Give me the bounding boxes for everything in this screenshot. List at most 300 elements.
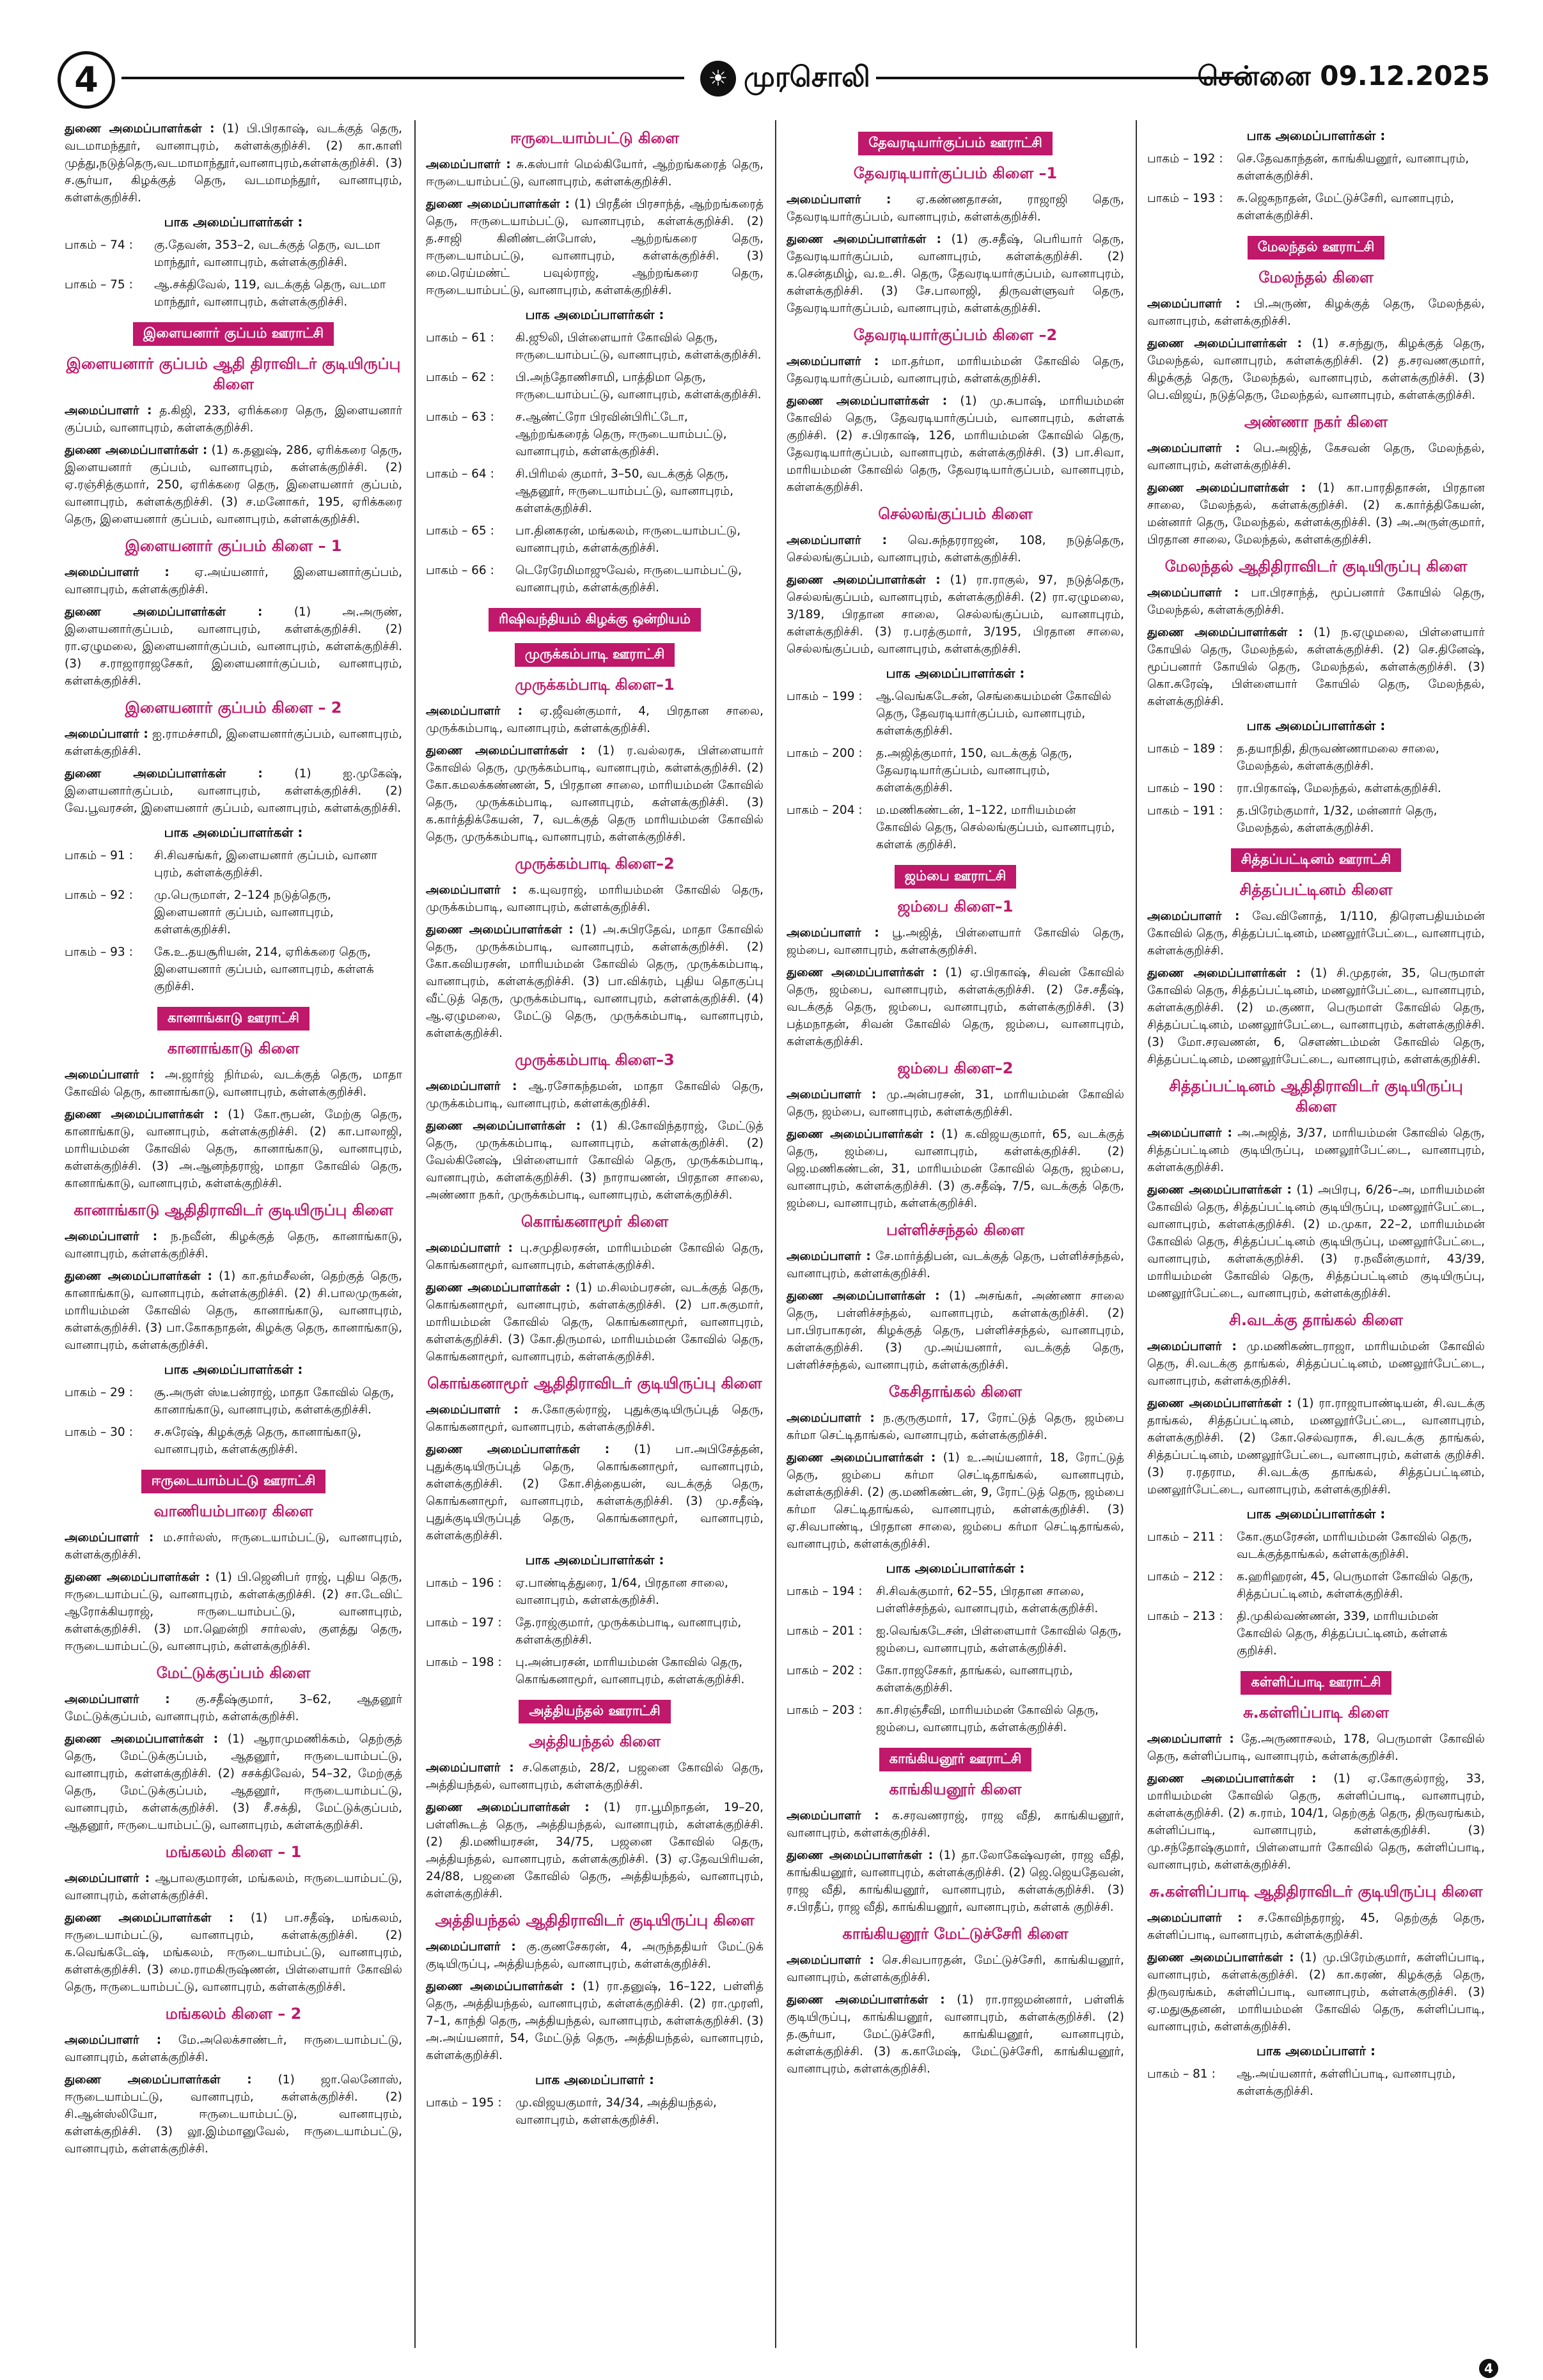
polling-booth-entry bbox=[787, 1702, 1124, 1736]
role-label: அமைப்பாளர் : bbox=[1147, 1732, 1234, 1746]
booth-person: கே.உ.தயசூரியன், 214, ஏரிக்கரை தெரு, இளையனார் குப்பம், வானாபுரம், கள்ளக் குறிச்சி. bbox=[154, 945, 374, 993]
booth-person: செ.தேவகாந்தன், காங்கியனூர், வானாபுரம், கள்ளக்குறிச்சி. bbox=[1237, 152, 1469, 183]
entry-paragraph bbox=[787, 191, 1124, 226]
branch-heading: தேவரடியார்குப்பம் கிளை –1 bbox=[853, 164, 1058, 182]
entry-paragraph bbox=[1147, 1395, 1485, 1498]
branch-heading: காங்கியனூர் மேட்டுச்சேரி கிளை bbox=[842, 1925, 1069, 1943]
branch-heading: சி.வடக்கு தாங்கல் கிளை bbox=[1229, 1311, 1403, 1329]
panchayat-tag: முருக்கம்பாடி ஊராட்சி bbox=[515, 643, 675, 667]
branch-heading: அத்தியந்தல் கிளை bbox=[529, 1732, 661, 1750]
role-label: அமைப்பாளர் : bbox=[1147, 586, 1239, 600]
polling-booth-entry bbox=[787, 1662, 1124, 1697]
entry-paragraph bbox=[426, 1078, 764, 1112]
entry-text: (1) ரா.ராகுல், 97, நடுத்தெரு, செல்லங்குப்பம், வானாபுரம், கள்ளக்குறிச்சி. (2) ரா.ஏழுமலை, 3/189, பிரதான சாலை, செல்லங்குப்பம், வானாபுரம், கள்ளக்குறிச்சி. (3) ர.பரத்குமார், 3/195, பிரதான சாலை, செல்லங்குப்பம், வானாபுரம், கள்ளக்குறிச்சி. bbox=[787, 573, 1124, 656]
role-label: அமைப்பாளர் : bbox=[1147, 442, 1241, 455]
entry-paragraph bbox=[787, 231, 1124, 317]
booth-number: பாகம் – 64 : bbox=[426, 467, 494, 481]
booth-number: பாகம் – 193 : bbox=[1147, 192, 1223, 205]
booth-person: ஏ.பாண்டித்துரை, 1/64, பிரதான சாலை, வானாபுரம், கள்ளக்குறிச்சி. bbox=[515, 1576, 728, 1607]
entry-paragraph bbox=[65, 1228, 402, 1263]
entry-paragraph bbox=[1147, 1909, 1485, 1944]
entry-paragraph bbox=[426, 1441, 764, 1544]
booth-number: பாகம் – 61 : bbox=[426, 331, 494, 345]
branch-heading: சு.கள்ளிப்பாடி ஆதிதிராவிடர் குடியிருப்பு கிளை bbox=[1149, 1883, 1483, 1901]
branch-heading: முருக்கம்பாடி கிளை–3 bbox=[515, 1051, 675, 1069]
branch-heading: சித்தப்பட்டினம் கிளை bbox=[1239, 881, 1393, 899]
entry-paragraph bbox=[1147, 965, 1485, 1068]
branch-heading: மேலந்தல் ஆதிதிராவிடர் குடியிருப்பு கிளை bbox=[1164, 557, 1468, 575]
role-label: துணை அமைப்பாளர்கள் : bbox=[426, 198, 570, 211]
entry-paragraph bbox=[787, 924, 1124, 959]
branch-heading: சு.கள்ளிப்பாடி கிளை bbox=[1242, 1704, 1390, 1722]
booth-number: பாகம் – 192 : bbox=[1147, 152, 1223, 166]
booth-number: பாகம் – 211 : bbox=[1147, 1530, 1223, 1544]
role-label: துணை அமைப்பாளர்கள் : bbox=[1147, 1397, 1292, 1410]
entry-text: (1) ரா.தனுஷ், 16–122, பள்ளித் தெரு, அத்தியந்தல், வானாபுரம், கள்ளக்குறிச்சி. (2) ரா.முரளி, 7–1, காந்தி தெரு, அத்தியந்தல், வானாபுரம், கள்ளக்குறிச்சி. (3) அ.அய்யனார், 54, மேட்டுத் தெரு, அத்தியந்தல், வானாபுரம், கள்ளக்குறிச்சி. bbox=[426, 1980, 764, 2062]
branch-heading: அத்தியந்தல் ஆதிதிராவிடர் குடியிருப்பு கிளை bbox=[435, 1911, 755, 1929]
booth-number: பாகம் – 81 : bbox=[1147, 2067, 1216, 2081]
entry-text: (1) ம.சிலம்பரசன், வடக்குத் தெரு, கொங்கனாமூர், வானாபுரம், கள்ளக்குறிச்சி. (2) பா.சுகுமார், மாரியம்மன் கோவில் தெரு, கொங்கனாமூர், வானாபுரம், கள்ளக்குறிச்சி. (3) கோ.திருமால், மாரியம்மன் கோவில் தெரு, கொங்கனாமூர், வானாபுரம், கள்ளக்குறிச்சி. bbox=[426, 1281, 764, 1364]
column-3 bbox=[783, 120, 1128, 2348]
booth-number: பாகம் – 204 : bbox=[787, 804, 863, 817]
entry-text: (1) ஜா.லெனோஸ், ஈருடையாம்பட்டு, வானாபுரம், கள்ளக்குறிச்சி. (2) சி.ஆன்ஸ்லியோ, ஈருடையாம்பட்டு, வானாபுரம், கள்ளக்குறிச்சி. (3) லூ.இம்மானுவேல், ஈருடையாம்பட்டு, வானாபுரம், கள்ளக்குறிச்சி. bbox=[65, 2073, 402, 2156]
entry-paragraph bbox=[1147, 440, 1485, 474]
entry-text: (1) கு.சதீஷ், பெரியார் தெரு, தேவரடியார்குப்பம், வானாபுரம், கள்ளக்குறிச்சி. (2) க.சென்தமிழ், வ.உ.சி. தெரு, தேவரடியார்குப்பம், வானாபுரம், கள்ளக்குறிச்சி. (3) சே.பாலாஜி, திருவள்ளுவர் தெரு, தேவரடியார்குப்பம், வானாபுரம், கள்ளக்குறிச்சி. bbox=[787, 233, 1124, 315]
entry-paragraph bbox=[1147, 335, 1485, 404]
panchayat-tag: அத்தியந்தல் ஊராட்சி bbox=[519, 1700, 671, 1723]
entry-paragraph bbox=[787, 1807, 1124, 1842]
column-divider bbox=[1136, 120, 1137, 2348]
role-label: துணை அமைப்பாளர்கள் : bbox=[65, 605, 263, 619]
entry-text: (1) கா.பாரதிதாசன், பிரதான சாலை, மேலந்தல், கள்ளக்குறிச்சி. (2) க.கார்த்திகேயன், மன்னார் தெரு, மேலந்தல், கள்ளக்குறிச்சி. (3) அ.அருள்குமார், பிரதான சாலை, மேலந்தல், கள்ளக்குறிச்சி. bbox=[1147, 481, 1485, 547]
booth-person: மு.பெருமாள், 2–124 நடுத்தெரு, இளையனார் குப்பம், வானாபுரம், கள்ளக்குறிச்சி. bbox=[154, 889, 334, 937]
panchayat-tag: ஈருடையாம்பட்டு ஊராட்சி bbox=[141, 1470, 326, 1493]
entry-text: செ.சிவபாரதன், மேட்டுச்சேரி, காங்கியனூர், வானாபுரம், கள்ளக்குறிச்சி. bbox=[787, 1954, 1124, 1984]
entry-text: ச.கோவிந்தராஜ், 45, தெற்குத் தெரு, கள்ளிப்பாடி, வானாபுரம், கள்ளக்குறிச்சி. bbox=[1147, 1911, 1485, 1942]
entry-text: (1) கா.தர்மசீலன், தெற்குத் தெரு, கானாங்காடு, வானாபுரம், கள்ளக்குறிச்சி. (2) சி.பாலமுருகன், மாரியம்மன் கோவில் தெரு, கானாங்காடு, வானாபுரம், கள்ளக்குறிச்சி. (3) பா.கோகநாதன், கிழக்கு தெரு, கானாங்காடு, வானாபுரம், கள்ளக்குறிச்சி. bbox=[65, 1270, 402, 1352]
role-label: துணை அமைப்பாளர்கள் : bbox=[65, 1571, 210, 1584]
entry-text: (1) பா.சதீஷ், மங்கலம், ஈருடையாம்பட்டு, வானாபுரம், கள்ளக்குறிச்சி. (2) க.வெங்கடேஷ், மங்கலம், ஈருடையாம்பட்டு, வானாபுரம், கள்ளக்குறிச்சி. (3) மை.ராமகிருஷ்ணன், பிள்ளையார் கோவில் தெரு, ஈருடையாம்பட்டு, வானாபுரம், கள்ளக்குறிச்சி. bbox=[65, 1911, 402, 1994]
booth-number: பாகம் – 198 : bbox=[426, 1656, 502, 1669]
polling-booth-entry bbox=[787, 1583, 1124, 1617]
header-rule-left bbox=[121, 77, 684, 79]
role-label: துணை அமைப்பாளர்கள் : bbox=[65, 122, 215, 136]
entry-text: (1) க.விஜயகுமார், 65, வடக்குத் தெரு, ஜம்பை, வானாபுரம், கள்ளக்குறிச்சி. (2) ஜெ.மணிகண்டன், 31, மாரியம்மன் கோவில் தெரு, ஜம்பை, வானாபுரம், கள்ளக்குறிச்சி. (3) கு.சதீஷ், 7/5, வடக்குத் தெரு, ஜம்பை, வானாபுரம், கள்ளக்குறிச்சி. bbox=[787, 1128, 1124, 1210]
entry-text: சே.மார்த்திபன், வடக்குத் தெரு, பள்ளிச்சந்தல், வானாபுரம், கள்ளக்குறிச்சி. bbox=[787, 1250, 1124, 1280]
branch-heading: இளையனார் குப்பம் கிளை – 1 bbox=[125, 537, 342, 555]
polling-booth-entry bbox=[426, 408, 764, 460]
entry-paragraph bbox=[426, 703, 764, 737]
role-label: அமைப்பாளர் : bbox=[426, 883, 517, 897]
polling-booth-entry bbox=[787, 745, 1124, 797]
role-label: துணை அமைப்பாளர்கள் : bbox=[426, 1801, 590, 1814]
entry-text: பெ.அஜித், கேசவன் தெரு, மேலந்தல், வானாபுரம், கள்ளக்குறிச்சி. bbox=[1147, 442, 1485, 472]
role-label: அமைப்பாளர் : bbox=[1147, 1911, 1242, 1925]
polling-booth-entry bbox=[65, 1424, 402, 1458]
role-label: துணை அமைப்பாளர்கள் : bbox=[787, 394, 948, 408]
entry-text: க.யுவராஜ், மாரியம்மன் கோவில் தெரு, முருக்கம்பாடி, வானாபுரம், கள்ளக்குறிச்சி. bbox=[426, 883, 764, 914]
role-label: துணை அமைப்பாளர்கள் : bbox=[1147, 1772, 1317, 1785]
entry-text: (1) மு.சுபாஷ், மாரியம்மன் கோவில் தெரு, தேவரடியார்குப்பம், வானாபுரம், கள்ளக் குறிச்சி. (2) ச.பிரகாஷ், 126, மாரியம்மன் கோவில் தெரு, தேவரடியார்குப்பம், வானாபுரம், கள்ளக்குறிச்சி. (3) பா.சிவா, மாரியம்மன் கோவில் தெரு, தேவரடியார்குப்பம், வானாபுரம், கள்ளக்குறிச்சி. bbox=[787, 394, 1124, 494]
booth-number: பாகம் – 62 : bbox=[426, 371, 494, 384]
polling-booth-entry bbox=[1147, 780, 1485, 797]
booth-person: மு.விஜயகுமார், 34/34, அத்தியந்தல், வானாபுரம், கள்ளக்குறிச்சி. bbox=[515, 2096, 717, 2127]
role-label: துணை அமைப்பாளர்கள் : bbox=[1147, 337, 1303, 350]
booth-person: ச.ஆண்ட்ரோ பிரவின்பிரிட்டோ, ஆற்றங்கரைத் தெரு, ஈருடையாம்பட்டு, வானாபுரம், கள்ளக்குறிச்சி. bbox=[515, 410, 727, 458]
polling-booth-entry bbox=[65, 847, 402, 882]
booth-person: த.தயாநிதி, திருவண்ணாமலை சாலை, மேலந்தல், கள்ளக்குறிச்சி. bbox=[1237, 742, 1439, 773]
entry-text: சு.கோகுல்ராஜ், புதுக்குடியிருப்புத் தெரு, கொங்கனாமூர், வானாபுரம், கள்ளக்குறிச்சி. bbox=[426, 1403, 764, 1434]
entry-text: க.சரவணராஜ், ராஜ வீதி, காங்கியனூர், வானாபுரம், கள்ளக்குறிச்சி. bbox=[787, 1809, 1124, 1840]
entry-text: ஏ.கண்ணதாசன், ராஜாஜி தெரு, தேவரடியார்குப்பம், வானாபுரம், கள்ளக்குறிச்சி. bbox=[787, 193, 1124, 224]
booth-person: ஆ.அய்யனார், கள்ளிப்பாடி, வானாபுரம், கள்ளக்குறிச்சி. bbox=[1237, 2067, 1456, 2098]
entry-text: வே.வினோத், 1/110, திரௌபதியம்மன் கோவில் தெரு, சித்தப்பட்டினம், மணலூர்பேட்டை, வானாபுரம், கள்ளக்குறிச்சி. bbox=[1147, 910, 1485, 958]
booth-person: கி.ஜூலி, பிள்ளையார் கோவில் தெரு, ஈருடையாம்பட்டு, வானாபுரம், கள்ளக்குறிச்சி. bbox=[515, 331, 762, 362]
entry-paragraph bbox=[1147, 1124, 1485, 1176]
branch-heading: பள்ளிச்சந்தல் கிளை bbox=[886, 1221, 1024, 1239]
polling-booth-entry bbox=[1147, 150, 1485, 185]
branch-heading: மேட்டுக்குப்பம் கிளை bbox=[156, 1664, 311, 1682]
role-label: அமைப்பாளர் : bbox=[787, 1412, 875, 1425]
role-label: துணை அமைப்பாளர்கள் : bbox=[65, 1108, 219, 1121]
entry-paragraph bbox=[787, 1449, 1124, 1553]
entry-text: (1) பி.பிரகாஷ், வடக்குத் தெரு, வடமாமந்தூர், வானாபுரம், கள்ளக்குறிச்சி. (2) கா.காளி முத்து,நடுத்தெரு,வடமாமாந்தூர்,வானாபுரம்,கள்ளக்குறிச்சி. (3) ச.சூர்யா, கிழக்குத் தெரு, வடமாமந்தூர், வானாபுரம், கள்ளக்குறிச்சி. bbox=[65, 122, 402, 205]
entry-text: மு.அன்பரசன், 31, மாரியம்மன் கோவில் தெரு, ஜம்பை, வானாபுரம், கள்ளக்குறிச்சி. bbox=[787, 1088, 1125, 1119]
booth-person: ச.சுரேஷ், கிழக்குத் தெரு, கானாங்காடு, வானாபுரம், கள்ளக்குறிச்சி. bbox=[154, 1426, 362, 1456]
role-label: அமைப்பாளர் : bbox=[787, 1088, 877, 1101]
entry-text: (1) க.தனுஷ், 286, ஏரிக்கரை தெரு, இளையனார் குப்பம், வானாபுரம், கள்ளக்குறிச்சி. (2) ஏ.ரஞ்சித்குமார், 250, ஏரிக்கரை தெரு, இளையனார் குப்பம், வானாபுரம், கள்ளக்குறிச்சி. (3) ச.மனோகர், 195, ஏரிக்கரை தெரு, இளையனார் குப்பம், வானாபுரம், கள்ளக்குறிச்சி. bbox=[65, 444, 402, 526]
role-label: அமைப்பாளர் : bbox=[426, 1761, 514, 1775]
branch-heading: மங்கலம் கிளை – 2 bbox=[165, 2005, 302, 2023]
branch-heading: வாணியம்பாரை கிளை bbox=[153, 1502, 313, 1520]
entry-text: (1) ரா.ராஜமன்னார், பள்ளிக் குடியிருப்பு, காங்கியனூர், வானாபுரம், கள்ளக்குறிச்சி. (2) த.சூர்யா, மேட்டுச்சேரி, காங்கியனூர், வானாபுரம், கள்ளக்குறிச்சி. (3) க.காமேஷ், மேட்டுச்சேரி, காங்கியனூர், வானாபுரம், கள்ளக்குறிச்சி. bbox=[787, 1993, 1124, 2076]
entry-text: (1) அபிரபு, 6/26–அ, மாரியம்மன் கோவில் தெரு, சித்தப்பட்டினம் குடியிருப்பு, மணலூர்பேட்டை, வானாபுரம், கள்ளக்குறிச்சி. (2) ம.முகா, 22–2, மாரியம்மன் கோவில் தெரு, சித்தப்பட்டினம் குடியிருப்பு, மணலூர்பேட்டை, வானாபுரம், கள்ளக்குறிச்சி. (3) ர.நவீன்குமார், 43/39, மாரியம்மன் கோவில் தெரு, சித்தப்பட்டினம் குடியிருப்பு, மணலூர்பேட்டை, வானாபுரம், கள்ளக்குறிச்சி. bbox=[1147, 1183, 1485, 1300]
entry-paragraph bbox=[426, 1938, 764, 1973]
role-label: அமைப்பாளர் : bbox=[65, 566, 169, 579]
entry-text: (1) அ.சுபிரதேவ், மாதா கோவில் தெரு, முருக்கம்பாடி, வானாபுரம், கள்ளக்குறிச்சி. (2) கோ.கவியரசன், மாரியம்மன் கோவில் தெரு, முருக்கம்பாடி, வானாபுரம், கள்ளக்குறிச்சி. (3) பா.விக்ரம், புதிய தொகுப்பு வீட்டுத் தெரு, முருக்கம்பாடி, வானாபுரம், கள்ளக்குறிச்சி. (4) ஆ.ஏழுமலை, மேட்டு தெரு, முருக்கம்பாடி, வானாபுரம், கள்ளக்குறிச்சி. bbox=[426, 923, 764, 1040]
branch-heading: காங்கியனூர் கிளை bbox=[889, 1780, 1022, 1798]
booth-number: பாகம் – 63 : bbox=[426, 410, 494, 424]
panchayat-tag: கள்ளிப்பாடி ஊராட்சி bbox=[1241, 1671, 1391, 1695]
booth-person: ஆ.சக்திவேல், 119, வடக்குத் தெரு, வடமா மாந்தூர், வானாபுரம், கள்ளக்குறிச்சி. bbox=[154, 278, 386, 309]
booth-person: கோ.குமரேசன், மாரியம்மன் கோவில் தெரு, வடக்குத்தாங்கல், கள்ளக்குறிச்சி. bbox=[1237, 1530, 1473, 1561]
entry-text: (1) உ.அய்யனார், 18, ரோட்டுத் தெரு, ஜம்பை கர்மா செட்டிதாங்கல், வானாபுரம், கள்ளக்குறிச்சி. (2) கு.மணிகண்டன், 9, ரோட்டுத் தெரு, ஜம்பை கர்மா செட்டிதாங்கல், வானாபுரம், கள்ளக்குறிச்சி. (3) ஏ.சிவபாண்டி, பிரதான சாலை, ஜம்பை கர்மா செட்டிதாங்கல், வானாபுரம், கள்ளக்குறிச்சி. bbox=[787, 1451, 1124, 1551]
booth-person: சி.சிவக்குமார், 62–55, பிரதான சாலை, பள்ளிச்சந்தல், வானாபுரம், கள்ளக்குறிச்சி. bbox=[876, 1585, 1099, 1615]
entry-text: த.கிஜி, 233, ஏரிக்கரை தெரு, இளையனார் குப்பம், வானாபுரம், கள்ளக்குறிச்சி. bbox=[65, 404, 402, 435]
section-subheading: பாக அமைப்பாளர்கள் : bbox=[1246, 1506, 1386, 1521]
booth-person: சூ.அருள் ஸ்டீபன்ராஜ், மாதா கோவில் தெரு, கானாங்காடு, வானாபுரம், கள்ளக்குறிச்சி. bbox=[154, 1386, 395, 1417]
role-label: அமைப்பாளர் : bbox=[1147, 297, 1241, 311]
masthead bbox=[700, 56, 870, 101]
polling-booth-entry bbox=[426, 2094, 764, 2129]
entry-paragraph bbox=[1147, 908, 1485, 960]
column-divider bbox=[414, 120, 416, 2348]
entry-text: ந.குருகுமார், 17, ரோட்டுத் தெரு, ஜம்பை கர்மா செட்டிதாங்கல், வானாபுரம், கள்ளக்குறிச்சி. bbox=[787, 1412, 1124, 1442]
footer-page-number: 4 bbox=[1479, 2359, 1498, 2378]
entry-paragraph bbox=[65, 1066, 402, 1101]
booth-person: ஆ.வெங்கடேசன், செங்கையம்மன் கோவில் தெரு, தேவரடியார்குப்பம், வானாபுரம், கள்ளக்குறிச்சி. bbox=[876, 690, 1111, 738]
booth-number: பாகம் – 202 : bbox=[787, 1664, 863, 1677]
section-subheading: பாக அமைப்பாளர்கள் : bbox=[164, 825, 303, 840]
entry-text: (1) ஆராமுமணிக்கம், தெற்குத் தெரு, மேட்டுக்குப்பம், ஆதனூர், ஈருடையாம்பட்டு, வானாபுரம், கள்ளக்குறிச்சி. (2) சசக்திவேல், 54–32, மேற்குத் தெரு, மேட்டுக்குப்பம், ஆதனூர், ஈருடையாம்பட்டு, வானாபுரம், கள்ளக்குறிச்சி. (3) சீ.சக்தி, மேட்டுக்குப்பம், ஆதனூர், ஈருடையாம்பட்டு, வானாபுரம், கள்ளக்குறிச்சி. bbox=[65, 1732, 402, 1832]
booth-person: க.ஹரிஹரன், 45, பெருமாள் கோவில் தெரு, சித்தப்பட்டினம், கள்ளக்குறிச்சி. bbox=[1237, 1570, 1473, 1601]
booth-number: பாகம் – 91 : bbox=[65, 849, 133, 862]
entry-paragraph bbox=[65, 1691, 402, 1725]
role-label: அமைப்பாளர் : bbox=[787, 926, 879, 940]
booth-number: பாகம் – 203 : bbox=[787, 1704, 863, 1717]
booth-person: தி.முகில்வண்ணன், 339, மாரியம்மன் கோவில் தெரு, சித்தப்பட்டினம், கள்ளக் குறிச்சி. bbox=[1237, 1610, 1448, 1658]
panchayat-tag: தேவரடியார்குப்பம் ஊராட்சி bbox=[858, 132, 1053, 155]
entry-paragraph bbox=[65, 765, 402, 817]
booth-number: பாகம் – 196 : bbox=[426, 1576, 502, 1590]
polling-booth-entry bbox=[1147, 802, 1485, 837]
role-label: அமைப்பாளர் : bbox=[65, 2034, 162, 2047]
role-label: அமைப்பாளர் : bbox=[65, 404, 152, 417]
role-label: துணை அமைப்பாளர்கள் : bbox=[787, 233, 941, 246]
role-label: துணை அமைப்பாளர்கள் : bbox=[787, 1993, 945, 2007]
entry-text: (1) ச.சந்துரு, கிழக்குத் தெரு, மேலந்தல், வானாபுரம், கள்ளக்குறிச்சி. (2) த.சரவணகுமார், கிழக்குத் தெரு, மேலந்தல், வானாபுரம், கள்ளக்குறிச்சி. (3) பெ.விஜய், நடுத்தெரு, மேலந்தல், வானாபுரம், கள்ளக்குறிச்சி. bbox=[1147, 337, 1485, 402]
branch-heading: ஈருடையாம்பட்டு கிளை bbox=[510, 129, 680, 147]
entry-paragraph bbox=[426, 1759, 764, 1794]
entry-text: ஏ.ஜீவன்குமார், 4, பிரதான சாலை, முருக்கம்பாடி, வானாபுரம், கள்ளக்குறிச்சி. bbox=[426, 704, 764, 735]
panchayat-tag: மேலந்தல் ஊராட்சி bbox=[1248, 236, 1385, 260]
role-label: அமைப்பாளர் : bbox=[426, 704, 523, 718]
polling-booth-entry bbox=[426, 369, 764, 403]
entry-text: (1) தா.லோகேஷ்வரன், ராஜ வீதி, காங்கியனூர், வானாபுரம், கள்ளக்குறிச்சி. (2) ஜெ.ஜெயதேவன், ராஜ வீதி, காங்கியனூர், வானாபுரம், கள்ளக்குறிச்சி. (3) ச.பிரதீப், ராஜ வீதி, காங்கியனூர், வானாபுரம், கள்ளக் குறிச்சி. bbox=[787, 1849, 1124, 1914]
role-label: துணை அமைப்பாளர்கள் : bbox=[65, 1732, 219, 1746]
role-label: துணை அமைப்பாளர்கள் : bbox=[426, 1119, 581, 1133]
booth-number: பாகம் – 29 : bbox=[65, 1386, 133, 1399]
booth-number: பாகம் – 190 : bbox=[1147, 782, 1223, 795]
role-label: துணை அமைப்பாளர்கள் : bbox=[1147, 626, 1303, 639]
booth-person: கோ.ராஜசேகர், தாங்கல், வானாபுரம், கள்ளக்குறிச்சி. bbox=[876, 1664, 1073, 1695]
polling-booth-entry bbox=[426, 1575, 764, 1609]
branch-heading: முருக்கம்பாடி கிளை–2 bbox=[515, 855, 675, 873]
booth-person: சி.பிரிமல் குமார், 3–50, வடக்குத் தெரு, ஆதனூர், ஈருடையாம்பட்டு, வானாபுரம், கள்ளக்குறிச்சி. bbox=[515, 467, 734, 515]
section-subheading: பாக அமைப்பாளர்கள் : bbox=[164, 1362, 303, 1377]
entry-text: அ.அஜித், 3/37, மாரியம்மன் கோவில் தெரு, சித்தப்பட்டினம் குடியிருப்பு, மணலூர்பேட்டை, வானாபுரம், கள்ளக்குறிச்சி. bbox=[1147, 1126, 1485, 1174]
entry-text: மே.அலெக்சாண்டர், ஈருடையாம்பட்டு, வானாபுரம், கள்ளக்குறிச்சி. bbox=[65, 2034, 402, 2064]
entry-text: ம.சார்லஸ், ஈருடையாம்பட்டு, வானாபுரம், கள்ளக்குறிச்சி. bbox=[65, 1531, 402, 1562]
branch-heading: இளையனார் குப்பம் கிளை – 2 bbox=[125, 699, 342, 717]
entry-text: ஐ.ராமச்சாமி, இளையனார்குப்பம், வானாபுரம், கள்ளக்குறிச்சி. bbox=[65, 727, 402, 758]
entry-paragraph bbox=[1147, 1770, 1485, 1874]
polling-booth-entry bbox=[787, 688, 1124, 740]
entry-text: ஆ.ரசோகந்தமன், மாதா கோவில் தெரு, முருக்கம்பாடி, வானாபுரம், கள்ளக்குறிச்சி. bbox=[426, 1080, 764, 1110]
entry-text: (1) ரா.ராஜாபாண்டியன், சி.வடக்கு தாங்கல், சித்தப்பட்டினம், மணலூர்பேட்டை, வானாபுரம், கள்ளக்குறிச்சி. (2) கோ.செல்வராசு, சி.வடக்கு தாங்கல், சித்தப்பட்டினம், மணலூர்பேட்டை, வானாபுரம், கள்ளக் குறிச்சி. (3) ர.ரதராம, சி.வடக்கு தாங்கல், சித்தப்பட்டினம், மணலூர்பேட்டை, வானாபுரம், கள்ளக்குறிச்சி. bbox=[1147, 1397, 1485, 1497]
entry-paragraph bbox=[787, 532, 1124, 566]
entry-paragraph bbox=[65, 1106, 402, 1192]
booth-number: பாகம் – 195 : bbox=[426, 2096, 502, 2110]
branch-heading: ஜம்பை கிளை–1 bbox=[897, 898, 1014, 915]
entry-paragraph bbox=[426, 196, 764, 299]
entry-paragraph bbox=[1147, 584, 1485, 619]
booth-person: ம.மணிகண்டன், 1–122, மாரியம்மன் கோவில் தெரு, செல்லங்குப்பம், வானாபுரம், கள்ளக் குறிச்சி. bbox=[876, 804, 1115, 852]
role-label: துணை அமைப்பாளர்கள் : bbox=[65, 767, 263, 781]
entry-paragraph bbox=[65, 564, 402, 598]
polling-booth-entry bbox=[1147, 190, 1485, 224]
entry-paragraph bbox=[1147, 1731, 1485, 1765]
entry-text: சு.கஸ்பார் மெல்கியோர், ஆற்றங்கரைத் தெரு, ஈருடையாம்பட்டு, வானாபுரம், கள்ளக்குறிச்சி. bbox=[426, 158, 764, 189]
booth-number: பாகம் – 199 : bbox=[787, 690, 863, 703]
role-label: துணை அமைப்பாளர்கள் : bbox=[426, 1281, 571, 1295]
entry-paragraph bbox=[787, 1287, 1124, 1374]
role-label: துணை அமைப்பாளர்கள் : bbox=[787, 573, 941, 587]
branch-heading: சித்தப்பட்டினம் ஆதிதிராவிடர் குடியிருப்பு கிளை bbox=[1169, 1077, 1463, 1116]
entry-paragraph bbox=[787, 964, 1124, 1050]
booth-person: ரா.பிரகாஷ், மேலந்தல், கள்ளக்குறிச்சி. bbox=[1237, 782, 1441, 795]
booth-person: கா.சிரஞ்சீவி, மாரியம்மன் கோவில் தெரு, ஜம்பை, வானாபுரம், கள்ளக்குறிச்சி. bbox=[876, 1704, 1099, 1734]
entry-text: (1) கி.கோவிந்தராஜ், மேட்டுத் தெரு, முருக்கம்பாடி, வானாபுரம், கள்ளக்குறிச்சி. (2) வேல்கினேஷ், பிள்ளையார் கோவில் தெரு, முருக்கம்பாடி, வானாபுரம், கள்ளக்குறிச்சி. (3) நாராயணன், பிரதான சாலை, அண்ணா நகர், முருக்கம்பாடி, வானாபுரம், கள்ளக்குறிச்சி. bbox=[426, 1119, 764, 1202]
polling-booth-entry bbox=[1147, 2065, 1485, 2100]
entry-paragraph bbox=[426, 1117, 764, 1204]
role-label: துணை அமைப்பாளர்கள் : bbox=[65, 1270, 212, 1283]
section-subheading: பாக அமைப்பாளர்கள் : bbox=[886, 1560, 1025, 1576]
entry-paragraph bbox=[1147, 479, 1485, 548]
role-label: துணை அமைப்பாளர்கள் : bbox=[1147, 1951, 1294, 1964]
section-subheading: பாக அமைப்பாளர் : bbox=[535, 2072, 654, 2087]
booth-number: பாகம் – 194 : bbox=[787, 1585, 863, 1598]
booth-person: பா.தினகரன், மங்கலம், ஈருடையாம்பட்டு, வானாபுரம், கள்ளக்குறிச்சி. bbox=[515, 524, 741, 555]
booth-number: பாகம் – 191 : bbox=[1147, 804, 1223, 818]
booth-person: ஐ.வெங்கடேசன், பிள்ளையார் கோவில் தெரு, ஜம்பை, வானாபுரம், கள்ளக்குறிச்சி. bbox=[876, 1624, 1122, 1655]
entry-text: (1) ந.ஏழுமலை, பிள்ளையார் கோயில் தெரு, மேலந்தல், கள்ளக்குறிச்சி. (2) செ.தினேஷ், மூப்பனார் கோயில் தெரு, மேலந்தல், கள்ளக்குறிச்சி. (3) கொ.சுரேஷ், பிள்ளையார் கோயில் தெரு, மேலந்தல், கள்ளக்குறிச்சி. bbox=[1147, 626, 1485, 708]
entry-paragraph bbox=[65, 603, 402, 690]
entry-paragraph bbox=[1147, 1338, 1485, 1390]
column-4 bbox=[1143, 120, 1489, 2348]
entry-text: (1) ஏ.கோகுல்ராஜ், 33, மாரியம்மன் கோவில் தெரு, கள்ளிப்பாடி, வானாபுரம், கள்ளக்குறிச்சி. (2) சு.ராம், 104/1, தெற்குத் தெரு, திருவரங்கம், கள்ளிப்பாடி, வானாபுரம், கள்ளக்குறிச்சி. (3) மு.சந்தோஷ்குமார், பிள்ளையார் கோவில் தெரு, கள்ளிப்பாடி, வானாபுரம், கள்ளக்குறிச்சி. bbox=[1147, 1772, 1485, 1872]
entry-paragraph bbox=[65, 1569, 402, 1655]
entry-text: (1) ரா.பூமிநாதன், 19–20, பள்ளிகூடத் தெரு, அத்தியந்தல், வானாபுரம், கள்ளக்குறிச்சி. (2) தி.மணியரசன், 34/75, பஜனை கோவில் தெரு, அத்தியந்தல், வானாபுரம், கள்ளக்குறிச்சி. (3) ஏ.தேவபிரியன், 24/88, பஜனை கோவில் தெரு, அத்தியந்தல், வானாபுரம், கள்ளக்குறிச்சி. bbox=[426, 1801, 764, 1901]
booth-person: தே.ராஜ்குமார், முருக்கம்பாடி, வானாபுரம், கள்ளக்குறிச்சி. bbox=[515, 1616, 742, 1647]
role-label: அமைப்பாளர் : bbox=[65, 1230, 158, 1243]
branch-heading: மங்கலம் கிளை – 1 bbox=[165, 1843, 302, 1861]
entry-text: ஆபாலகுமாரன், மங்கலம், ஈருடையாம்பட்டு, வானாபுரம், கள்ளக்குறிச்சி. bbox=[65, 1872, 402, 1902]
polling-booth-entry bbox=[65, 237, 402, 271]
role-label: துணை அமைப்பாளர்கள் : bbox=[426, 744, 586, 758]
entry-paragraph bbox=[787, 1086, 1124, 1121]
entry-paragraph bbox=[65, 1529, 402, 1564]
entry-paragraph bbox=[426, 1799, 764, 1902]
entry-text: பு.சமுதிலரசன், மாரியம்மன் கோவில் தெரு, கொங்கனாமூர், வானாபுரம், கள்ளக்குறிச்சி. bbox=[426, 1241, 764, 1272]
role-label: அமைப்பாளர் : bbox=[787, 534, 888, 547]
branch-heading: செல்லங்குப்பம் கிளை bbox=[878, 505, 1033, 523]
entry-text: கு.குணசேகரன், 4, அருந்ததியர் மேட்டுக் குடியிருப்பு, அத்தியந்தல், வானாபுரம், கள்ளக்குறிச்சி. bbox=[426, 1940, 764, 1971]
entry-text: கு.சதீஷ்குமார், 3–62, ஆதனூர் மேட்டுக்குப்பம், வானாபுரம், கள்ளக்குறிச்சி. bbox=[65, 1693, 402, 1723]
panchayat-tag: ஜம்பை ஊராட்சி bbox=[895, 865, 1017, 889]
entry-paragraph bbox=[65, 2032, 402, 2066]
entry-paragraph bbox=[65, 2071, 402, 2158]
role-label: துணை அமைப்பாளர்கள் : bbox=[1147, 481, 1306, 495]
section-subheading: பாக அமைப்பாளர்கள் : bbox=[525, 1552, 664, 1567]
entry-paragraph bbox=[1147, 1181, 1485, 1302]
paper-name: முரசொலி bbox=[744, 60, 870, 93]
entry-text: (1) பி.ஜெனிபர் ராஜ், புதிய தெரு, ஈருடையாம்பட்டு, வானாபுரம், கள்ளக்குறிச்சி. (2) சா.டேவிட் ஆரோக்கியராஜ், ஈருடையாம்பட்டு, வானாபுரம், கள்ளக்குறிச்சி. (3) மா.ஹென்றி சார்லஸ், குளத்து தெரு, ஈருடையாம்பட்டு, வானாபுரம், கள்ளக்குறிச்சி. bbox=[65, 1571, 402, 1653]
booth-number: பாகம் – 197 : bbox=[426, 1616, 502, 1629]
booth-number: பாகம் – 65 : bbox=[426, 524, 494, 538]
branch-heading: கேசிதாங்கல் கிளை bbox=[888, 1383, 1022, 1401]
role-label: அமைப்பாளர் : bbox=[426, 1940, 516, 1954]
role-label: அமைப்பாளர் : bbox=[65, 1068, 155, 1082]
entry-text: மு.மணிகண்டராஜா, மாரியம்மன் கோவில் தெரு, சி.வடக்கு தாங்கல், சித்தப்பட்டினம், மணலூர்பேட்டை, வானாபுரம், கள்ளக்குறிச்சி. bbox=[1147, 1340, 1485, 1388]
role-label: அமைப்பாளர் : bbox=[1147, 1126, 1232, 1140]
entry-paragraph bbox=[1147, 295, 1485, 330]
entry-paragraph bbox=[426, 921, 764, 1042]
booth-number: பாகம் – 75 : bbox=[65, 278, 133, 292]
entry-text: பூ.அஜித், பிள்ளையார் கோவில் தெரு, ஜம்பை, வானாபுரம், கள்ளக்குறிச்சி. bbox=[787, 926, 1124, 957]
entry-paragraph bbox=[426, 156, 764, 191]
entry-text: (1) அ.அருண், இளையனார்குப்பம், வானாபுரம், கள்ளக்குறிச்சி. (2) ரா.ஏழுமலை, இளையனார்குப்பம், வானாபுரம், கள்ளக்குறிச்சி. (3) ச.ராஜாராஜசேகர், இளையனார்குப்பம், வானாபுரம், கள்ளக்குறிச்சி. bbox=[65, 605, 402, 688]
entry-text: பா.பிரசாந்த், மூப்பனார் கோயில் தெரு, மேலந்தல், கள்ளக்குறிச்சி. bbox=[1147, 586, 1485, 617]
entry-text: பி.அருண், கிழக்குத் தெரு, மேலந்தல், வானாபுரம், கள்ளக்குறிச்சி. bbox=[1147, 297, 1485, 328]
entry-text: (1) பா.அபிசேத்தன், புதுக்குடியிருப்புத் தெரு, கொங்கனாமூர், வானாபுரம், கள்ளக்குறிச்சி. (2) கோ.சித்தையன், வடக்குத் தெரு, கொங்கனாமூர், வானாபுரம், கள்ளக்குறிச்சி. (3) மு.சதீஷ், புதுக்குடியிருப்புத் தெரு, கொங்கனாமூர், வானாபுரம், கள்ளக்குறிச்சி. bbox=[426, 1443, 764, 1543]
entry-text: தே.அருணாசலம், 178, பெருமாள் கோவில் தெரு, கள்ளிப்பாடி, வானாபுரம், கள்ளக்குறிச்சி. bbox=[1147, 1732, 1485, 1763]
booth-person: த.பிரேம்குமார், 1/32, மன்னார் தெரு, மேலந்தல், கள்ளக்குறிச்சி. bbox=[1237, 804, 1437, 835]
role-label: அமைப்பாளர் : bbox=[1147, 910, 1240, 923]
booth-number: பாகம் – 93 : bbox=[65, 945, 133, 959]
entry-text: (1) பிரதீன் பிரசாந்த், ஆற்றங்கரைத் தெரு, ஈருடையாம்பட்டு, வானாபுரம், கள்ளக்குறிச்சி. (2) த.சாஜி கினிண்டன்போஸ், ஆற்றங்கரை தெரு, ஈருடையாம்பட்டு, வானாபுரம், கள்ளக்குறிச்சி. (3) மை.ரெய்மண்ட் பவுல்ராஜ், ஆற்றங்கரை தெரு, ஈருடையாம்பட்டு, வானாபுரம், கள்ளக்குறிச்சி. bbox=[426, 198, 764, 297]
column-1 bbox=[61, 120, 406, 2348]
polling-booth-entry bbox=[426, 329, 764, 364]
role-label: அமைப்பாளர் : bbox=[426, 1241, 513, 1255]
role-label: துணை அமைப்பாளர்கள் : bbox=[426, 923, 574, 937]
panchayat-tag: ரிஷிவந்தியம் கிழக்கு ஒன்றியம் bbox=[489, 608, 701, 632]
role-label: துணை அமைப்பாளர்கள் : bbox=[1147, 1183, 1292, 1197]
section-subheading: பாக அமைப்பாளர்கள் : bbox=[886, 665, 1025, 681]
booth-number: பாகம் – 66 : bbox=[426, 564, 494, 577]
entry-text: வெ.சுந்தரராஜன், 108, நடுத்தெரு, செல்லங்குப்பம், வானாபுரம், கள்ளக்குறிச்சி. bbox=[787, 534, 1124, 564]
booth-number: பாகம் – 30 : bbox=[65, 1426, 133, 1439]
entry-text: (1) மு.பிரேம்குமார், கள்ளிப்பாடி, வானாபுரம், கள்ளக்குறிச்சி. (2) கா.கரண், கிழக்குத் தெரு, திருவரங்கம், கள்ளிப்பாடி, வானாபுரம், கள்ளக்குறிச்சி. (3) ஏ.மதுசூதனன், மாரியம்மன் கோவில் தெரு, கள்ளிப்பாடி, வானாபுரம், கள்ளக்குறிச்சி. bbox=[1147, 1951, 1485, 2034]
panchayat-tag: சித்தப்பட்டினம் ஊராட்சி bbox=[1231, 848, 1401, 872]
entry-paragraph bbox=[65, 1909, 402, 1996]
booth-number: பாகம் – 201 : bbox=[787, 1624, 863, 1638]
polling-booth-entry bbox=[1147, 1528, 1485, 1563]
role-label: துணை அமைப்பாளர்கள் : bbox=[426, 1443, 610, 1456]
booth-number: பாகம் – 189 : bbox=[1147, 742, 1223, 756]
entry-text: (1) கோ.ரூபன், மேற்கு தெரு, கானாங்காடு, வானாபுரம், கள்ளக்குறிச்சி. (2) கா.பாலாஜி, மாரியம்மன் கோவில் தெரு, கானாங்காடு, வானாபுரம், கள்ளக்குறிச்சி. (3) அ.ஆனந்தராஜ், மாதா கோவில் தெரு, கானாங்காடு, வானாபுரம், கள்ளக்குறிச்சி. bbox=[65, 1108, 402, 1190]
role-label: துணை அமைப்பாளர்கள் : bbox=[787, 966, 937, 979]
booth-number: பாகம் – 74 : bbox=[65, 238, 133, 252]
entry-paragraph bbox=[1147, 1949, 1485, 2035]
branch-heading: கொங்கனாமூர் கிளை bbox=[521, 1213, 669, 1231]
polling-booth-entry bbox=[787, 1622, 1124, 1657]
role-label: துணை அமைப்பாளர்கள் : bbox=[787, 1289, 940, 1303]
entry-paragraph bbox=[787, 1248, 1124, 1282]
role-label: துணை அமைப்பாளர்கள் : bbox=[787, 1128, 935, 1141]
role-label: அமைப்பாளர் : bbox=[65, 1531, 154, 1544]
booth-person: சு.ஜெகநாதன், மேட்டுச்சேரி, வானாபுரம், கள்ளக்குறிச்சி. bbox=[1237, 192, 1454, 222]
branch-heading: மேலந்தல் கிளை bbox=[1258, 268, 1374, 286]
column-divider bbox=[775, 120, 776, 2348]
polling-booth-entry bbox=[787, 802, 1124, 853]
entry-paragraph bbox=[426, 742, 764, 846]
entry-paragraph bbox=[787, 1991, 1124, 2078]
role-label: துணை அமைப்பாளர்கள் : bbox=[1147, 967, 1301, 980]
entry-paragraph bbox=[426, 1401, 764, 1436]
entry-paragraph bbox=[65, 1268, 402, 1354]
booth-number: பாகம் – 212 : bbox=[1147, 1570, 1223, 1583]
entry-text: ஏ.அய்யனார், இளையனார்குப்பம், வானாபுரம், கள்ளக்குறிச்சி. bbox=[65, 566, 403, 596]
role-label: அமைப்பாளர் : bbox=[426, 1403, 519, 1417]
branch-heading: கொங்கனாமூர் ஆதிதிராவிடர் குடியிருப்பு கிளை bbox=[427, 1374, 762, 1392]
entry-paragraph bbox=[426, 1978, 764, 2064]
column-2 bbox=[422, 120, 767, 2348]
entry-paragraph bbox=[65, 402, 402, 437]
entry-paragraph bbox=[787, 1126, 1124, 1212]
entry-text: (1) ஐ.முகேஷ், இளையனார்குப்பம், வானாபுரம், கள்ளக்குறிச்சி. (2) வே.பூவரசன், இளையனார் குப்பம், வானாபுரம், கள்ளக்குறிச்சி. bbox=[65, 767, 402, 815]
page-number-badge: 4 bbox=[58, 51, 115, 109]
